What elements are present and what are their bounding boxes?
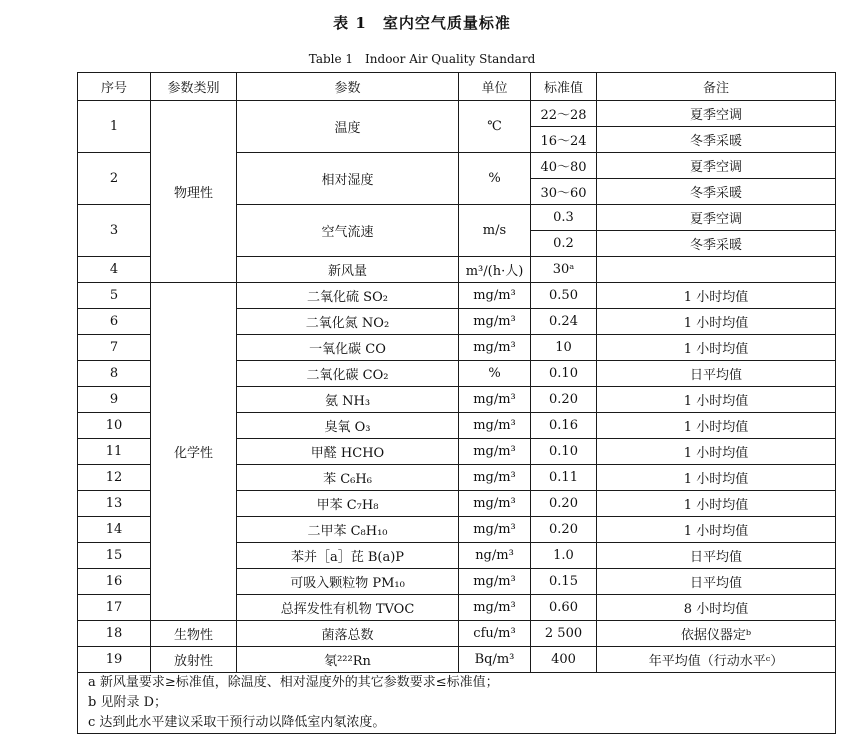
cell-no: 19 [78,647,151,673]
cell-value: 0.20 [531,387,597,413]
header-parameter: 参数 [237,73,459,101]
cell-value: 0.2 [531,231,597,257]
footnote-c: c 达到此水平建议采取干预行动以降低室内氡浓度。 [88,715,386,730]
cell-note: 1 小时均值 [597,283,836,309]
cell-value: 0.15 [531,569,597,595]
cell-note: 日平均值 [597,569,836,595]
cell-unit: ng/m³ [459,543,531,569]
cell-parameter: 氨 NH₃ [237,387,459,413]
cell-no: 13 [78,491,151,517]
cell-note: 1 小时均值 [597,491,836,517]
cell-no: 2 [78,153,151,205]
cell-parameter: 氡²²²Rn [237,647,459,673]
cell-unit: mg/m³ [459,517,531,543]
cell-value: 0.16 [531,413,597,439]
cell-no: 8 [78,361,151,387]
cell-value: 0.24 [531,309,597,335]
cell-note: 1 小时均值 [597,439,836,465]
air-quality-table [77,72,836,734]
cell-no: 5 [78,283,151,309]
cell-parameter: 新风量 [237,257,459,283]
cell-note: 冬季采暖 [597,179,836,205]
cell-no: 6 [78,309,151,335]
cell-value: 22～28 [531,101,597,127]
cell-no: 15 [78,543,151,569]
cell-parameter: 苯并［a］芘 B(a)P [237,543,459,569]
cell-value: 30ᵃ [531,257,597,283]
cell-parameter: 空气流速 [237,205,459,257]
cell-note: 1 小时均值 [597,517,836,543]
cell-parameter: 相对湿度 [237,153,459,205]
footnote-a: a 新风量要求≥标准值，除温度、相对湿度外的其它参数要求≤标准值； [88,675,499,690]
cell-unit: mg/m³ [459,335,531,361]
cell-value: 0.20 [531,491,597,517]
cell-parameter: 二氧化碳 CO₂ [237,361,459,387]
header-unit: 单位 [459,73,531,101]
cell-unit: mg/m³ [459,283,531,309]
table-title-cn: 表 1 室内空气质量标准 [333,14,511,32]
cell-no: 10 [78,413,151,439]
cell-note: 冬季采暖 [597,231,836,257]
table-title-en: Table 1 Indoor Air Quality Standard [308,52,536,66]
header-remarks: 备注 [597,73,836,101]
header-no: 序号 [78,73,151,101]
cell-note: 年平均值（行动水平ᶜ） [597,647,836,673]
cell-note: 夏季空调 [597,153,836,179]
cell-value: 30～60 [531,179,597,205]
cell-parameter: 总挥发性有机物 TVOC [237,595,459,621]
cell-value: 0.11 [531,465,597,491]
cell-unit: mg/m³ [459,595,531,621]
cell-value: 0.10 [531,361,597,387]
category-radiological: 放射性 [151,647,237,673]
cell-parameter: 可吸入颗粒物 PM₁₀ [237,569,459,595]
cell-no: 11 [78,439,151,465]
header-row [78,73,836,101]
cell-no: 14 [78,517,151,543]
cell-parameter: 一氧化碳 CO [237,335,459,361]
cell-value: 0.10 [531,439,597,465]
cell-value: 1.0 [531,543,597,569]
cell-value: 40～80 [531,153,597,179]
cell-unit: mg/m³ [459,491,531,517]
table-row [78,647,836,673]
cell-parameter: 甲醛 HCHO [237,439,459,465]
cell-note [597,257,836,283]
cell-note: 日平均值 [597,361,836,387]
cell-no: 3 [78,205,151,257]
cell-unit: % [459,361,531,387]
cell-parameter: 甲苯 C₇H₈ [237,491,459,517]
cell-value: 0.60 [531,595,597,621]
footnotes-row [78,673,836,734]
cell-note: 夏季空调 [597,101,836,127]
table-row [78,621,836,647]
cell-unit: ℃ [459,101,531,153]
cell-note: 日平均值 [597,543,836,569]
cell-parameter: 菌落总数 [237,621,459,647]
cell-note: 冬季采暖 [597,127,836,153]
category-chemical: 化学性 [151,283,237,621]
cell-note: 1 小时均值 [597,335,836,361]
cell-note: 夏季空调 [597,205,836,231]
cell-no: 16 [78,569,151,595]
cell-parameter: 苯 C₆H₆ [237,465,459,491]
cell-no: 18 [78,621,151,647]
table-row [78,101,836,127]
cell-value: 10 [531,335,597,361]
cell-parameter: 温度 [237,101,459,153]
cell-no: 7 [78,335,151,361]
cell-value: 0.50 [531,283,597,309]
cell-unit: mg/m³ [459,309,531,335]
cell-parameter: 二氧化氮 NO₂ [237,309,459,335]
cell-value: 0.3 [531,205,597,231]
category-physical: 物理性 [151,101,237,283]
cell-unit: cfu/m³ [459,621,531,647]
cell-unit: mg/m³ [459,569,531,595]
cell-unit: Bq/m³ [459,647,531,673]
cell-value: 2 500 [531,621,597,647]
cell-unit: mg/m³ [459,439,531,465]
cell-parameter: 臭氧 O₃ [237,413,459,439]
cell-note: 8 小时均值 [597,595,836,621]
cell-unit: mg/m³ [459,387,531,413]
cell-unit: m³/(h·人) [459,257,531,283]
cell-parameter: 二氧化硫 SO₂ [237,283,459,309]
cell-note: 依据仪器定ᵇ [597,621,836,647]
footnotes-cell [78,673,836,734]
cell-no: 9 [78,387,151,413]
cell-no: 17 [78,595,151,621]
cell-no: 12 [78,465,151,491]
cell-unit: mg/m³ [459,413,531,439]
cell-value: 16～24 [531,127,597,153]
cell-unit: % [459,153,531,205]
cell-value: 400 [531,647,597,673]
cell-unit: m/s [459,205,531,257]
cell-parameter: 二甲苯 C₈H₁₀ [237,517,459,543]
cell-note: 1 小时均值 [597,309,836,335]
cell-note: 1 小时均值 [597,387,836,413]
cell-no: 4 [78,257,151,283]
footnote-b: b 见附录 D； [88,695,168,710]
table-row [78,283,836,309]
header-standard-value: 标准值 [531,73,597,101]
cell-unit: mg/m³ [459,465,531,491]
header-category: 参数类别 [151,73,237,101]
category-biological: 生物性 [151,621,237,647]
cell-value: 0.20 [531,517,597,543]
cell-note: 1 小时均值 [597,465,836,491]
cell-note: 1 小时均值 [597,413,836,439]
cell-no: 1 [78,101,151,153]
